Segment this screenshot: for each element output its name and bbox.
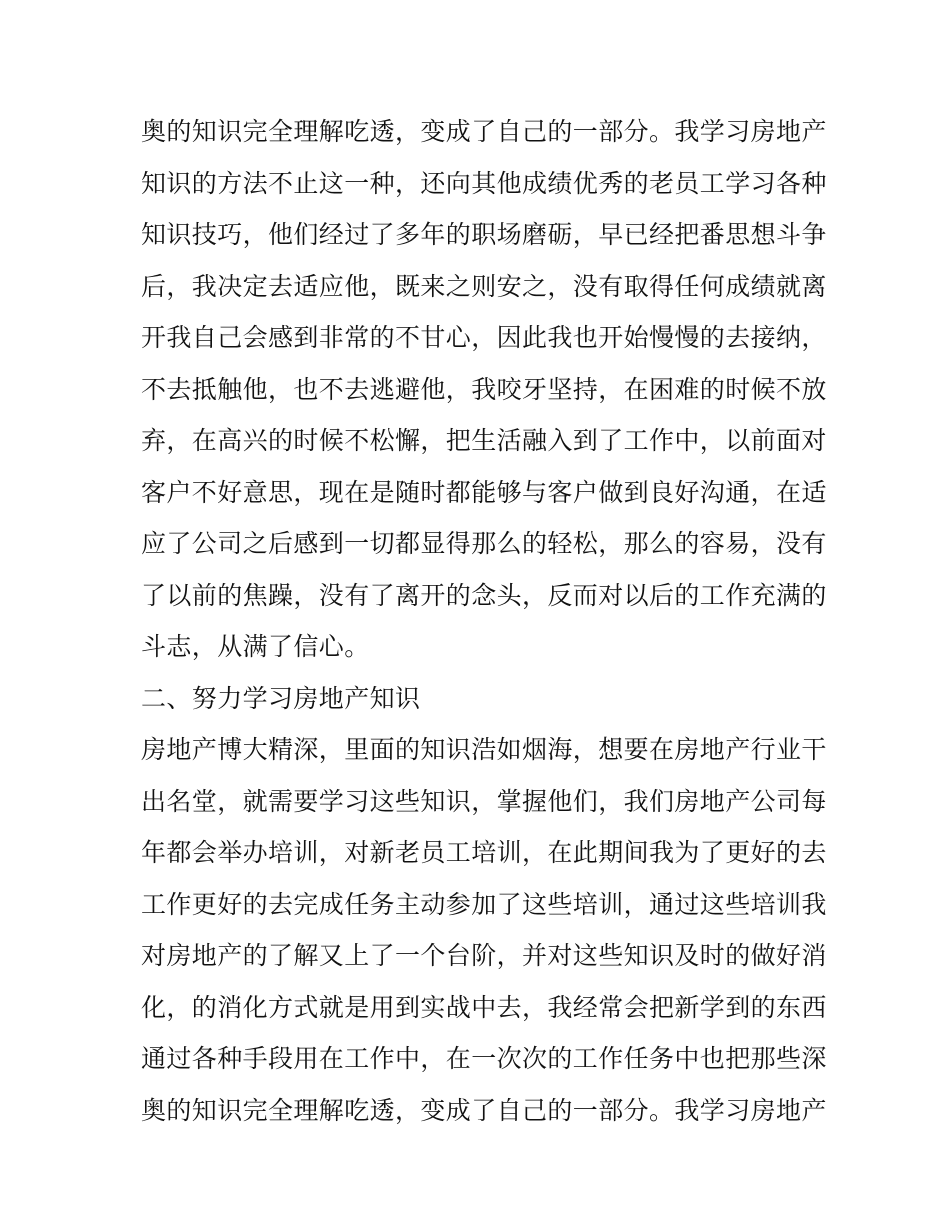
text-line: 客户不好意思，现在是随时都能够与客户做到良好沟通，在适: [141, 477, 827, 507]
text-line: 了以前的焦躁，没有了离开的念头，反而对以后的工作充满的: [141, 580, 827, 610]
text-line: 弃，在高兴的时候不松懈，把生活融入到了工作中，以前面对: [141, 426, 827, 455]
section-heading: 二、努力学习房地产知识: [141, 683, 421, 713]
text-line: 奥的知识完全理解吃透，变成了自己的一部分。我学习房地产: [141, 117, 827, 146]
text-line: 知识技巧，他们经过了多年的职场磨砺，早已经把番思想斗争: [141, 220, 827, 249]
text-line: 年都会举办培训，对新老员工培训，在此期间我为了更好的去: [141, 838, 827, 867]
text-line: 工作更好的去完成任务主动参加了这些培训，通过这些培训我: [141, 889, 827, 919]
text-line: 通过各种手段用在工作中，在一次次的工作任务中也把那些深: [141, 1044, 827, 1073]
document-body: [141, 106, 827, 1136]
text-line: 房地产博大精深，里面的知识浩如烟海，想要在房地产行业干: [141, 735, 827, 764]
text-line: 出名堂，就需要学习这些知识，掌握他们，我们房地产公司每: [141, 786, 827, 816]
text-line: 斗志，从满了信心。: [141, 632, 370, 661]
text-line: 对房地产的了解又上了一个台阶，并对这些知识及时的做好消: [141, 941, 827, 970]
text-line: 应了公司之后感到一切都显得那么的轻松，那么的容易，没有: [141, 529, 827, 558]
text-line: 化，的消化方式就是用到实战中去，我经常会把新学到的东西: [141, 992, 827, 1022]
text-line: 奥的知识完全理解吃透，变成了自己的一部分。我学习房地产: [141, 1095, 827, 1125]
text-line: 不去抵触他，也不去逃避他，我咬牙坚持，在困难的时候不放: [141, 374, 827, 404]
text-line: 后，我决定去适应他，既来之则安之，没有取得任何成绩就离: [141, 271, 827, 301]
text-line: 知识的方法不止这一种，还向其他成绩优秀的老员工学习各种: [141, 168, 827, 198]
text-line: 开我自己会感到非常的不甘心，因此我也开始慢慢的去接纳，: [141, 323, 827, 352]
